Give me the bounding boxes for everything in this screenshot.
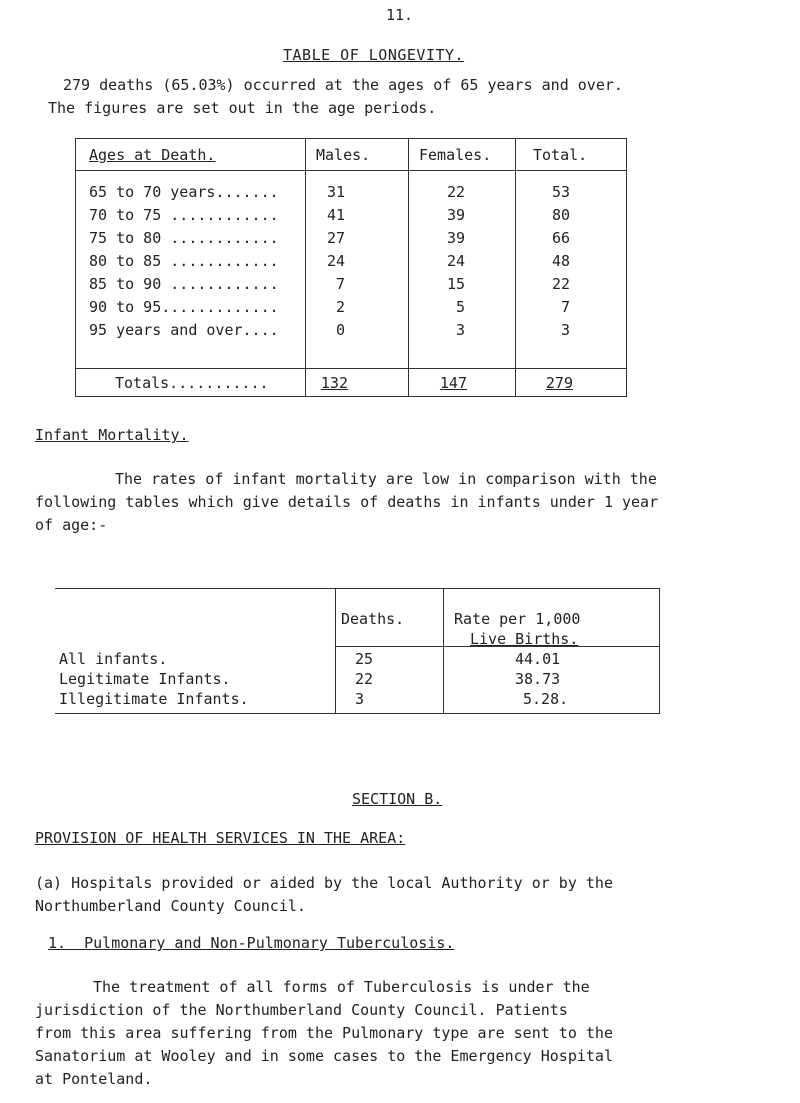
- infant-line-2: following tables which give details of deaths in infants under 1 year: [35, 493, 659, 511]
- page-title: TABLE OF LONGEVITY.: [283, 46, 465, 64]
- longevity-table: [75, 138, 627, 397]
- row-total: 48: [551, 252, 570, 270]
- row-males: 7: [335, 275, 345, 293]
- row-age: 85 to 90 ............: [89, 275, 279, 293]
- infant-mortality-paragraph: [35, 468, 770, 537]
- row-males: 24: [326, 252, 345, 270]
- header-rate-line2: Live Births.: [470, 630, 579, 648]
- infant-row-deaths: 22: [355, 670, 374, 688]
- item-a-line-2: Northumberland County Council.: [35, 897, 306, 915]
- header-total: Total.: [533, 146, 588, 164]
- item-1-line: The treatment of all forms of Tuberculosis is under the: [93, 978, 590, 996]
- row-total: 53: [551, 183, 570, 201]
- header-females: Females.: [419, 146, 492, 164]
- row-females: 39: [446, 229, 465, 247]
- infant-line-3: of age:-: [35, 516, 108, 534]
- infant-row-rate: 5.28.: [523, 690, 569, 708]
- row-females: 22: [446, 183, 465, 201]
- infant-mortality-heading: Infant Mortality.: [35, 426, 189, 444]
- totals-total: 279: [545, 374, 573, 392]
- infant-row-label: All infants.: [59, 650, 168, 668]
- intro-paragraph: [48, 74, 768, 120]
- infant-row-rate: 44.01: [515, 650, 561, 668]
- intro-line-1: 279 deaths (65.03%) occurred at the ages of 65 years and over.: [63, 76, 623, 94]
- item-1-heading: 1. Pulmonary and Non-Pulmonary Tuberculosis.: [48, 934, 455, 952]
- row-males: 0: [335, 321, 345, 339]
- row-males: 41: [326, 206, 345, 224]
- row-age: 95 years and over....: [89, 321, 279, 339]
- row-total: 7: [560, 298, 570, 316]
- intro-line-2: The figures are set out in the age periods.: [48, 99, 437, 117]
- infant-row-deaths: 25: [355, 650, 374, 668]
- row-females: 3: [455, 321, 465, 339]
- row-females: 5: [455, 298, 465, 316]
- row-males: 31: [326, 183, 345, 201]
- totals-females: 147: [439, 374, 467, 392]
- infant-row-label: Legitimate Infants.: [59, 670, 231, 688]
- row-age: 75 to 80 ............: [89, 229, 279, 247]
- row-total: 3: [560, 321, 570, 339]
- row-males: 27: [326, 229, 345, 247]
- section-b-heading: SECTION B.: [352, 790, 443, 808]
- row-age: 70 to 75 ............: [89, 206, 279, 224]
- infant-row-deaths: 3: [355, 690, 365, 708]
- item-1-line: from this area suffering from the Pulmonary type are sent to the: [35, 1024, 613, 1042]
- totals-label: Totals...........: [115, 374, 269, 392]
- row-age: 65 to 70 years.......: [89, 183, 279, 201]
- row-males: 2: [335, 298, 345, 316]
- row-females: 24: [446, 252, 465, 270]
- header-rate-line1: Rate per 1,000: [454, 610, 581, 628]
- infant-row-rate: 38.73: [515, 670, 561, 688]
- item-1-line: Sanatorium at Wooley and in some cases to the Emergency Hospital: [35, 1047, 613, 1065]
- row-females: 39: [446, 206, 465, 224]
- infant-table: [55, 588, 660, 728]
- row-total: 66: [551, 229, 570, 247]
- item-1-paragraph: [35, 976, 770, 1091]
- header-deaths: Deaths.: [341, 610, 405, 628]
- row-total: 80: [551, 206, 570, 224]
- row-total: 22: [551, 275, 570, 293]
- infant-row-label: Illegitimate Infants.: [59, 690, 249, 708]
- item-1-line: at Ponteland.: [35, 1070, 153, 1088]
- totals-males: 132: [320, 374, 348, 392]
- item-a-line-1: (a) Hospitals provided or aided by the local Authority or by the: [35, 874, 613, 892]
- row-females: 15: [446, 275, 465, 293]
- header-ages: Ages at Death.: [89, 146, 216, 164]
- section-b-subheading: PROVISION OF HEALTH SERVICES IN THE AREA:: [35, 829, 406, 847]
- infant-line-1: The rates of infant mortality are low in comparison with the: [115, 470, 657, 488]
- page-number: 11.: [386, 6, 414, 24]
- row-age: 90 to 95.............: [89, 298, 279, 316]
- row-age: 80 to 85 ............: [89, 252, 279, 270]
- item-a-paragraph: [35, 872, 770, 918]
- item-1-line: jurisdiction of the Northumberland County Council. Patients: [35, 1001, 568, 1019]
- header-males: Males.: [316, 146, 371, 164]
